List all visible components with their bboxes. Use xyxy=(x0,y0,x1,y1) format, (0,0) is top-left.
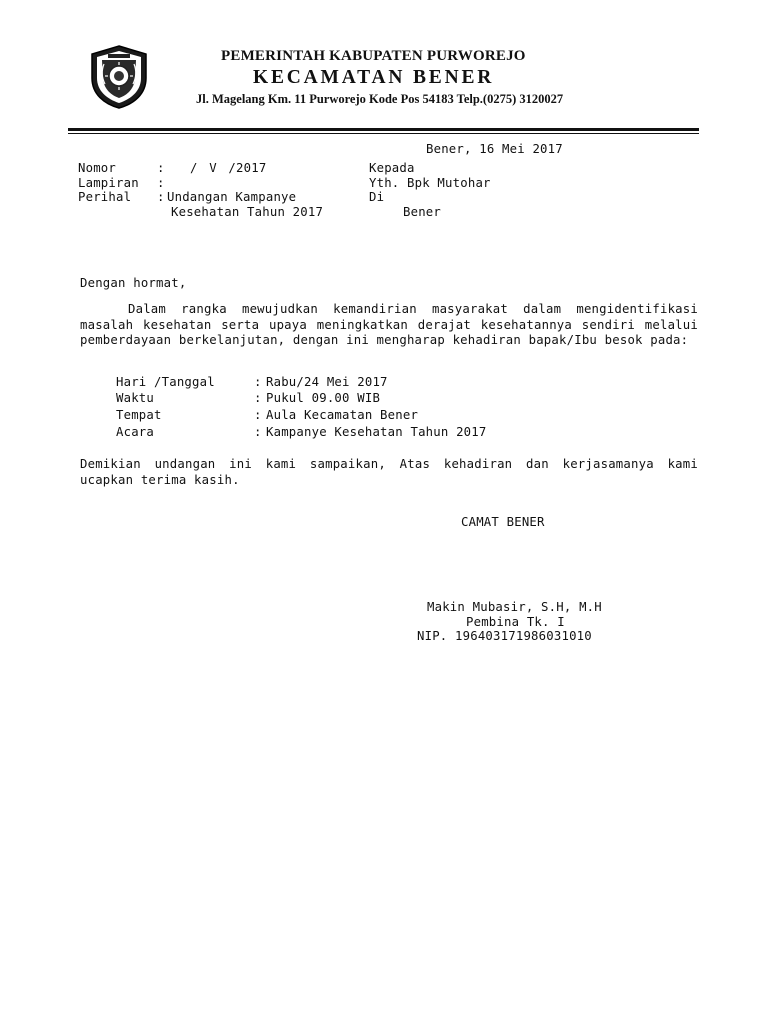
lampiran-colon: : xyxy=(157,176,165,190)
body-paragraph xyxy=(80,302,698,349)
recipient-place: Bener xyxy=(403,205,442,219)
letterhead-district: KECAMATAN BENER xyxy=(253,67,495,88)
nomor-value: / V /2017 xyxy=(190,161,267,175)
closing-paragraph xyxy=(80,457,698,488)
signature-name: Makin Mubasir, S.H, M.H xyxy=(427,600,602,614)
perihal-colon: : xyxy=(157,190,165,204)
greeting: Dengan hormat, xyxy=(80,276,187,290)
detail-value: Pukul 09.00 WIB xyxy=(266,391,381,405)
recipient-name: Yth. Bpk Mutohar xyxy=(369,176,491,190)
letterhead-divider-thin xyxy=(68,133,699,134)
recipient-di: Di xyxy=(369,190,385,204)
letterhead-address: Jl. Magelang Km. 11 Purworejo Kode Pos 54183 Telp.(0275) 3120027 xyxy=(196,92,564,106)
signature-nip: NIP. 196403171986031010 xyxy=(417,629,592,643)
nomor-colon: : xyxy=(157,161,165,175)
letterhead-government: PEMERINTAH KABUPATEN PURWOREJO xyxy=(221,48,526,64)
letterhead-divider-thick xyxy=(68,128,699,131)
detail-colon: : xyxy=(254,408,262,422)
detail-value: Aula Kecamatan Bener xyxy=(266,408,419,422)
perihal-value-line2: Kesehatan Tahun 2017 xyxy=(171,205,324,219)
nomor-label: Nomor xyxy=(78,161,117,175)
detail-value: Kampanye Kesehatan Tahun 2017 xyxy=(266,425,487,439)
lampiran-label: Lampiran xyxy=(78,176,139,190)
closing-text: Demikian undangan ini kami sampaikan, Atas kehadiran dan kerjasamanya kami ucapkan terima kasih. xyxy=(80,457,698,487)
signature-rank: Pembina Tk. I xyxy=(466,615,565,629)
detail-value: Rabu/24 Mei 2017 xyxy=(266,375,388,389)
detail-label: Acara xyxy=(116,425,155,439)
signature-title: CAMAT BENER xyxy=(461,515,545,529)
perihal-value-line1: Undangan Kampanye xyxy=(167,190,297,204)
detail-label: Waktu xyxy=(116,391,155,405)
body-paragraph-text: Dalam rangka mewujudkan kemandirian masyarakat dalam mengidentifikasi masalah kesehatan serta upaya meningkatkan derajat kesehatannya sendiri melalui pemberdayaan berkelanjutan, dengan ini mengharap kehadiran bapak/Ibu besok pada: xyxy=(80,302,698,347)
detail-colon: : xyxy=(254,391,262,405)
detail-colon: : xyxy=(254,375,262,389)
perihal-label: Perihal xyxy=(78,190,132,204)
detail-colon: : xyxy=(254,425,262,439)
letter-date: Bener, 16 Mei 2017 xyxy=(426,142,563,156)
detail-label: Hari /Tanggal xyxy=(116,375,215,389)
detail-label: Tempat xyxy=(116,408,162,422)
recipient-kepada: Kepada xyxy=(369,161,415,175)
district-emblem-logo xyxy=(88,44,150,110)
